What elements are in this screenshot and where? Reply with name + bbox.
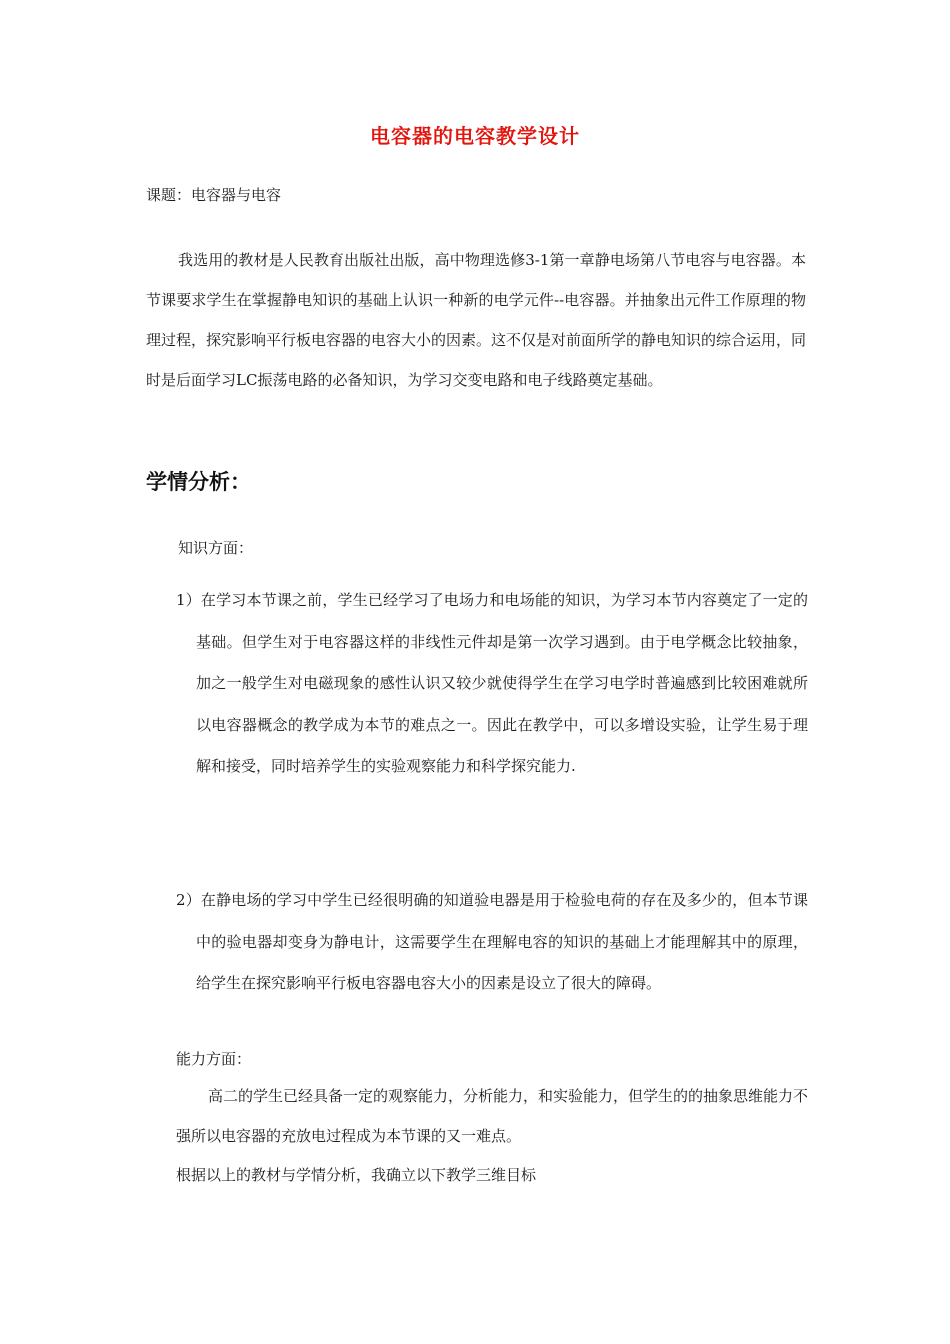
ability-paragraph: 高二的学生已经具备一定的观察能力，分析能力，和实验能力，但学生的的抽象思维能力不强所以电容器的充放电过程成为本节课的又一难点。 — [176, 1087, 809, 1145]
intro-paragraph: 我选用的教材是人民教育出版社出版，高中物理选修3-1第一章静电场第八节电容与电容器。本节课要求学生在掌握静电知识的基础上认识一种新的电学元件--电容器。并抽象出元件工作原理的物理过程，探究影响平行板电容器的电容大小的因素。这不仅是对前面所学的静电知识的综合运用，同时是后面学习LC振荡电路的必备知识，为学习交变电路和电子线路奠定基础。 — [146, 251, 807, 389]
list-item: 1）在学习本节课之前，学生已经学习了电场力和电场能的知识，为学习本节内容奠定了一定的基础。但学生对于电容器这样的非线性元件却是第一次学习遇到。由于电学概念比较抽象，加之一般学生对电磁现象的感性认识又较少就使得学生在学习电学时普遍感到比较困难就所以电容器概念的教学成为本节的难点之一。因此在教学中，可以多增设实验，让学生易于理解和接受，同时培养学生的实验观察能力和科学探究能力. — [176, 591, 808, 775]
list-item: 2）在静电场的学习中学生已经很明确的知道验电器是用于检验电荷的存在及多少的，但本节课中的验电器却变身为静电计，这需要学生在理解电容的知识的基础上才能理解其中的原理，给学生在探究影响平行板电容器电容大小的因素是设立了很大的障碍。 — [176, 891, 808, 992]
document-title: 电容器的电容教学设计 — [370, 124, 580, 148]
knowledge-label: 知识方面： — [178, 539, 254, 557]
topic-line: 课题：电容器与电容 — [146, 186, 282, 204]
conclusion-line: 根据以上的教材与学情分析，我确立以下教学三维目标 — [176, 1166, 537, 1184]
ability-label: 能力方面： — [176, 1050, 252, 1068]
section-heading: 学情分析： — [146, 470, 251, 494]
